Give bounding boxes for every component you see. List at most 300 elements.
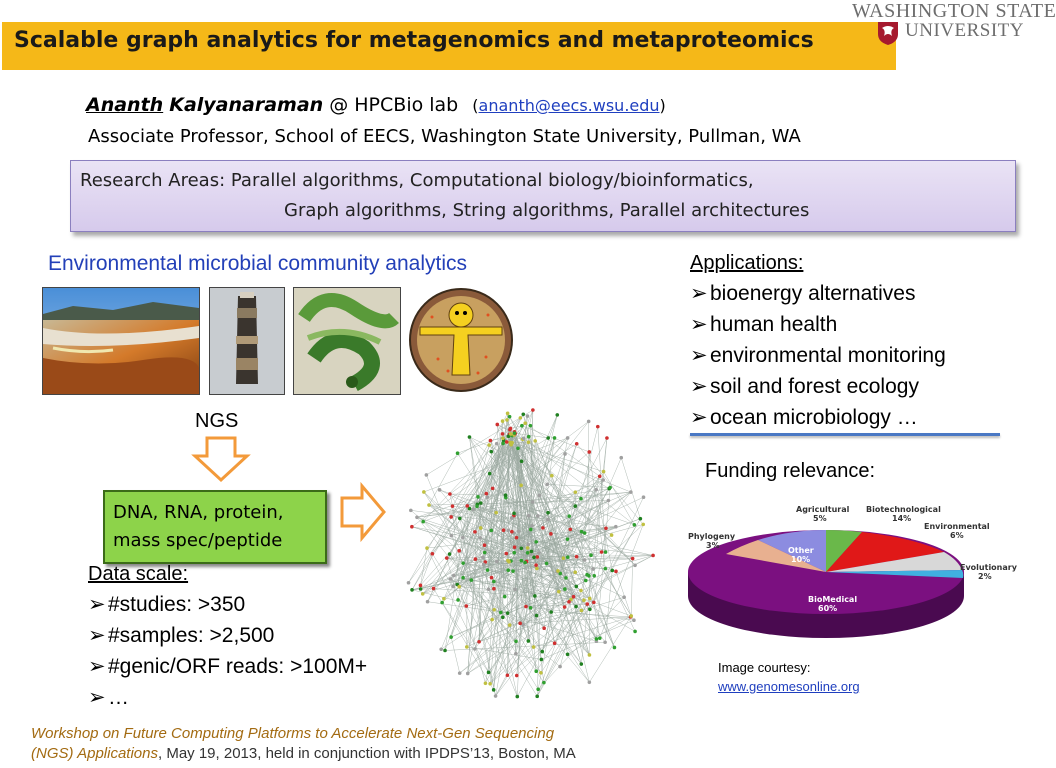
right-arrow-icon xyxy=(340,484,386,540)
graph-node xyxy=(583,531,587,535)
graph-edge xyxy=(604,472,635,525)
graph-node xyxy=(507,560,511,564)
research-line-1: Research Areas: Parallel algorithms, Computational biology/bioinformatics, xyxy=(80,170,754,191)
graph-node xyxy=(531,408,535,412)
soil-core-photo xyxy=(209,287,285,395)
data-scale-item: ➢ … xyxy=(88,686,129,709)
graph-node xyxy=(532,555,536,559)
graph-node xyxy=(526,414,530,418)
graph-node xyxy=(605,436,609,440)
graph-node xyxy=(506,568,510,572)
graph-node xyxy=(518,622,522,626)
graph-node xyxy=(511,569,515,573)
human-microbiome-illustration xyxy=(408,287,514,393)
graph-node xyxy=(567,514,571,518)
graph-node xyxy=(537,551,541,555)
graph-node xyxy=(546,511,550,515)
graph-node xyxy=(499,611,503,615)
author-first-name: Ananth xyxy=(86,94,164,116)
graph-node xyxy=(580,609,584,613)
graph-edge xyxy=(450,579,507,675)
graph-node xyxy=(490,529,494,533)
graph-node xyxy=(533,439,537,443)
graph-node xyxy=(526,546,530,550)
graph-node xyxy=(461,576,465,580)
graph-node xyxy=(473,647,477,651)
graph-node xyxy=(520,424,524,428)
arrow-bullet-icon: ➢ xyxy=(690,406,708,429)
author-email-link[interactable]: ananth@eecs.wsu.edu xyxy=(478,96,660,115)
graph-node xyxy=(452,574,456,578)
graph-node xyxy=(534,540,538,544)
graph-node xyxy=(596,425,600,429)
data-scale-item: ➢ #studies: >350 xyxy=(88,593,246,616)
graph-node xyxy=(629,614,633,618)
graph-node xyxy=(501,442,505,446)
graph-node xyxy=(562,556,566,560)
graph-node xyxy=(588,653,592,657)
graph-node xyxy=(604,567,608,571)
graph-node xyxy=(585,602,589,606)
graph-node xyxy=(488,472,492,476)
slide-title: Scalable graph analytics for metagenomics and metaproteomics xyxy=(14,28,814,53)
graph-edge xyxy=(600,524,643,638)
graph-node xyxy=(487,671,491,675)
graph-node xyxy=(421,520,425,524)
graph-node xyxy=(492,587,496,591)
graph-node xyxy=(527,440,531,444)
graph-node xyxy=(486,495,490,499)
graph-node xyxy=(510,516,514,520)
label-other-pct: 10% xyxy=(791,555,811,564)
author-line: Ananth Kalyanaraman @ HPCBio lab (ananth@eecs.wsu.edu) xyxy=(86,94,666,116)
label-phylogeny-pct: 3% xyxy=(706,541,720,550)
data-types-line-2: mass spec/peptide xyxy=(113,530,283,551)
tubeworm-photo xyxy=(293,287,401,395)
graph-node xyxy=(604,526,608,530)
graph-node xyxy=(532,645,536,649)
graph-node xyxy=(651,554,655,558)
graph-node xyxy=(507,528,511,532)
graph-node xyxy=(409,509,413,513)
graph-node xyxy=(495,560,499,564)
graph-node xyxy=(494,694,498,698)
graph-node xyxy=(515,536,519,540)
network-graph-visualization xyxy=(400,392,662,712)
graph-node xyxy=(490,618,494,622)
graph-node xyxy=(508,623,512,627)
graph-node xyxy=(530,524,534,528)
graph-node xyxy=(519,483,523,487)
arrow-bullet-icon: ➢ xyxy=(88,593,106,616)
graph-node xyxy=(502,528,506,532)
label-biomedical: BioMedical xyxy=(808,595,858,604)
graph-node xyxy=(566,436,570,440)
graph-node xyxy=(513,431,517,435)
label-agricultural-pct: 5% xyxy=(813,514,827,523)
graph-node xyxy=(481,556,485,560)
graph-node xyxy=(492,688,496,692)
graph-node xyxy=(419,587,423,591)
graph-node xyxy=(465,604,469,608)
graph-node xyxy=(563,452,567,456)
graph-node xyxy=(524,605,528,609)
graph-node xyxy=(407,581,411,585)
graph-node xyxy=(506,412,510,416)
graph-node xyxy=(641,523,645,527)
graph-node xyxy=(501,419,505,423)
graph-node xyxy=(534,563,538,567)
graph-node xyxy=(632,618,636,622)
applications-heading: Applications: xyxy=(690,252,804,274)
graph-node xyxy=(465,645,469,649)
graph-node xyxy=(451,504,455,508)
graph-node xyxy=(546,436,550,440)
graph-node xyxy=(553,436,557,440)
footer-line-2: (NGS) Applications, May 19, 2013, held in conjunction with IPDPS’13, Boston, MA xyxy=(31,745,576,762)
graph-node xyxy=(526,543,530,547)
graph-node xyxy=(482,563,486,567)
graph-node xyxy=(471,507,475,511)
research-line-2: Graph algorithms, String algorithms, Parallel architectures xyxy=(284,200,810,221)
graph-node xyxy=(474,557,478,561)
graph-node xyxy=(484,682,488,686)
graph-node xyxy=(465,504,469,508)
graph-node xyxy=(536,687,540,691)
graph-node xyxy=(425,473,429,477)
graph-node xyxy=(503,595,507,599)
label-agricultural: Agricultural xyxy=(796,505,850,514)
graph-node xyxy=(520,559,524,563)
graph-node xyxy=(540,650,544,654)
graph-node xyxy=(608,486,612,490)
graph-node xyxy=(527,639,531,643)
graph-node xyxy=(575,555,579,559)
graph-node xyxy=(603,640,607,644)
graph-node xyxy=(622,595,626,599)
graph-node xyxy=(610,533,614,537)
label-biotech-pct: 14% xyxy=(892,514,912,523)
graph-node xyxy=(585,573,589,577)
graph-node xyxy=(582,598,586,602)
graph-node xyxy=(470,578,474,582)
graph-node xyxy=(529,606,533,610)
hot-spring-photo xyxy=(42,287,200,395)
applications-divider xyxy=(690,433,1000,436)
graph-node xyxy=(584,579,588,583)
graph-node xyxy=(556,569,560,573)
graph-node xyxy=(594,488,598,492)
graph-node xyxy=(451,585,455,589)
graph-node xyxy=(495,442,499,446)
graph-node xyxy=(574,605,578,609)
graph-node xyxy=(510,441,514,445)
graph-node xyxy=(438,488,442,492)
graph-node xyxy=(598,475,602,479)
graph-node xyxy=(633,523,637,527)
data-scale-heading: Data scale: xyxy=(88,563,189,585)
graph-node xyxy=(512,512,516,516)
graph-node xyxy=(633,563,637,567)
graph-node xyxy=(458,671,462,675)
graph-node xyxy=(495,423,499,427)
author-last-name: Kalyanaraman xyxy=(169,94,324,116)
graph-node xyxy=(509,432,513,436)
graph-node xyxy=(520,546,524,550)
graph-node xyxy=(443,649,447,653)
graph-edge xyxy=(451,637,460,673)
graph-node xyxy=(476,495,480,499)
graph-node xyxy=(513,545,517,549)
graph-node xyxy=(422,490,426,494)
graph-node xyxy=(580,530,584,534)
graph-node xyxy=(573,504,577,508)
graph-edge xyxy=(616,571,631,616)
application-item: ➢ environmental monitoring xyxy=(690,344,946,367)
graph-node xyxy=(442,597,446,601)
graph-node xyxy=(527,435,531,439)
graph-node xyxy=(515,674,519,678)
graph-node xyxy=(516,446,520,450)
graph-node xyxy=(529,528,533,532)
graph-node xyxy=(579,497,583,501)
arrow-bullet-icon: ➢ xyxy=(690,313,708,336)
label-biomedical-pct: 60% xyxy=(818,604,838,613)
graph-node xyxy=(494,511,498,515)
graph-node xyxy=(589,553,593,557)
graph-node xyxy=(534,669,538,673)
graph-node xyxy=(461,536,465,540)
graph-edge xyxy=(412,442,529,526)
graph-node xyxy=(508,428,512,432)
graph-node xyxy=(519,416,523,420)
label-evolutionary-pct: 2% xyxy=(978,572,992,581)
graph-node xyxy=(514,652,518,656)
graph-node xyxy=(600,550,604,554)
data-scale-item: ➢ #samples: >2,500 xyxy=(88,624,275,647)
graph-node xyxy=(592,574,596,578)
graph-node xyxy=(545,562,549,566)
arrow-bullet-icon: ➢ xyxy=(690,344,708,367)
graph-node xyxy=(601,478,605,482)
graph-node xyxy=(592,601,596,605)
graph-node xyxy=(458,517,462,521)
graph-node xyxy=(512,551,516,555)
label-phylogeny: Phylogeny xyxy=(688,532,736,541)
logo-text-university: UNIVERSITY xyxy=(905,20,1024,41)
graph-edge xyxy=(490,438,503,440)
funding-heading: Funding relevance: xyxy=(705,460,876,482)
graph-node xyxy=(439,647,443,651)
graph-node xyxy=(426,600,430,604)
arrow-bullet-icon: ➢ xyxy=(88,686,106,709)
graph-node xyxy=(517,529,521,533)
arrow-bullet-icon: ➢ xyxy=(690,282,708,305)
graph-node xyxy=(479,501,483,505)
graph-node xyxy=(587,450,591,454)
graph-node xyxy=(535,555,539,559)
graph-node xyxy=(427,503,431,507)
graph-node xyxy=(527,514,531,518)
graph-node xyxy=(588,680,592,684)
graph-node xyxy=(542,681,546,685)
graph-node xyxy=(492,580,496,584)
environmental-heading: Environmental microbial community analytics xyxy=(48,252,467,275)
arrow-bullet-icon: ➢ xyxy=(88,624,106,647)
graph-node xyxy=(523,421,527,425)
graph-node xyxy=(607,499,611,503)
image-courtesy-label: Image courtesy: xyxy=(718,660,811,675)
graph-node xyxy=(523,561,527,565)
graph-node xyxy=(558,665,562,669)
graph-node xyxy=(633,630,637,634)
graph-node xyxy=(530,550,534,554)
graph-node xyxy=(410,525,414,529)
graph-node xyxy=(485,492,489,496)
graph-node xyxy=(522,436,526,440)
graph-node xyxy=(563,605,567,609)
graph-node xyxy=(566,555,570,559)
graph-edge xyxy=(479,555,653,641)
graph-edge xyxy=(537,599,571,696)
graph-node xyxy=(557,590,561,594)
graph-node xyxy=(566,653,570,657)
graph-node xyxy=(478,536,482,540)
label-environmental: Environmental xyxy=(924,522,990,531)
graph-node xyxy=(549,610,553,614)
graph-node xyxy=(555,413,559,417)
label-biotech: Biotechnological xyxy=(866,505,941,514)
graph-node xyxy=(490,576,494,580)
graph-node xyxy=(642,495,646,499)
graph-node xyxy=(575,442,579,446)
logo-text-washington-state: WASHINGTON STATE xyxy=(852,0,1056,22)
graph-node xyxy=(457,549,461,553)
graph-node xyxy=(475,504,479,508)
graph-node xyxy=(504,493,508,497)
graph-node xyxy=(531,500,535,504)
graph-node xyxy=(639,517,643,521)
ngs-label: NGS xyxy=(195,410,239,432)
graph-node xyxy=(573,570,577,574)
graph-node xyxy=(535,614,539,618)
application-item: ➢ ocean microbiology … xyxy=(690,406,918,429)
graph-node xyxy=(421,592,425,596)
graph-node xyxy=(432,587,436,591)
down-arrow-icon xyxy=(193,436,249,482)
graph-node xyxy=(505,418,509,422)
graph-node xyxy=(440,601,444,605)
graph-node xyxy=(529,424,533,428)
title-bar xyxy=(2,22,896,70)
footer-line-1: Workshop on Future Computing Platforms to Accelerate Next-Gen Sequencing xyxy=(31,725,555,742)
graph-node xyxy=(448,492,452,496)
graph-node xyxy=(491,487,495,491)
graph-node xyxy=(415,515,419,519)
genomesonline-link[interactable]: www.genomesonline.org xyxy=(718,679,860,694)
graph-node xyxy=(488,682,492,686)
graph-node xyxy=(450,534,454,538)
graph-node xyxy=(613,646,617,650)
graph-node xyxy=(445,556,449,560)
graph-node xyxy=(487,587,491,591)
graph-node xyxy=(479,526,483,530)
graph-node xyxy=(506,611,510,615)
graph-node xyxy=(614,525,618,529)
graph-node xyxy=(535,695,539,699)
graph-node xyxy=(457,585,461,589)
graph-node xyxy=(604,550,608,554)
graph-edge xyxy=(605,569,635,632)
graph-node xyxy=(473,530,477,534)
graph-node xyxy=(631,557,635,561)
graph-node xyxy=(501,436,505,440)
graph-node xyxy=(588,597,592,601)
label-evolutionary: Evolutionary xyxy=(960,563,1017,572)
graph-node xyxy=(461,561,465,565)
graph-node xyxy=(520,459,524,463)
graph-node xyxy=(513,588,517,592)
funding-pie-chart xyxy=(678,500,1024,650)
graph-node xyxy=(588,607,592,611)
graph-node xyxy=(575,585,579,589)
graph-edge xyxy=(589,617,630,682)
graph-node xyxy=(489,439,493,443)
graph-node xyxy=(508,415,512,419)
graph-node xyxy=(505,552,509,556)
label-other: Other xyxy=(788,546,814,555)
graph-node xyxy=(602,470,606,474)
graph-node xyxy=(535,567,539,571)
graph-node xyxy=(539,671,543,675)
graph-node xyxy=(533,594,537,598)
graph-node xyxy=(553,641,557,645)
graph-node xyxy=(483,543,487,547)
graph-node xyxy=(572,595,576,599)
application-item: ➢ bioenergy alternatives xyxy=(690,282,916,305)
graph-node xyxy=(540,658,544,662)
data-types-box xyxy=(103,490,327,564)
graph-node xyxy=(580,662,584,666)
graph-node xyxy=(587,420,591,424)
graph-node xyxy=(456,598,460,602)
data-types-line-1: DNA, RNA, protein, xyxy=(113,502,284,523)
graph-node xyxy=(431,552,435,556)
graph-node xyxy=(521,413,525,417)
graph-node xyxy=(545,483,549,487)
graph-node xyxy=(489,450,493,454)
arrow-bullet-icon: ➢ xyxy=(88,655,106,678)
graph-node xyxy=(477,640,481,644)
graph-node xyxy=(425,546,429,550)
application-item: ➢ human health xyxy=(690,313,838,336)
graph-node xyxy=(569,528,573,532)
graph-edge xyxy=(429,453,458,505)
graph-node xyxy=(448,552,452,556)
graph-node xyxy=(526,551,530,555)
arrow-bullet-icon: ➢ xyxy=(690,375,708,398)
graph-node xyxy=(563,587,567,591)
graph-node xyxy=(483,551,487,555)
label-environmental-pct: 6% xyxy=(950,531,964,540)
graph-node xyxy=(629,490,633,494)
data-scale-item: ➢ #genic/ORF reads: >100M+ xyxy=(88,655,368,678)
graph-node xyxy=(515,695,519,699)
graph-node xyxy=(614,570,618,574)
application-item: ➢ soil and forest ecology xyxy=(690,375,919,398)
graph-node xyxy=(419,584,423,588)
graph-node xyxy=(501,616,505,620)
